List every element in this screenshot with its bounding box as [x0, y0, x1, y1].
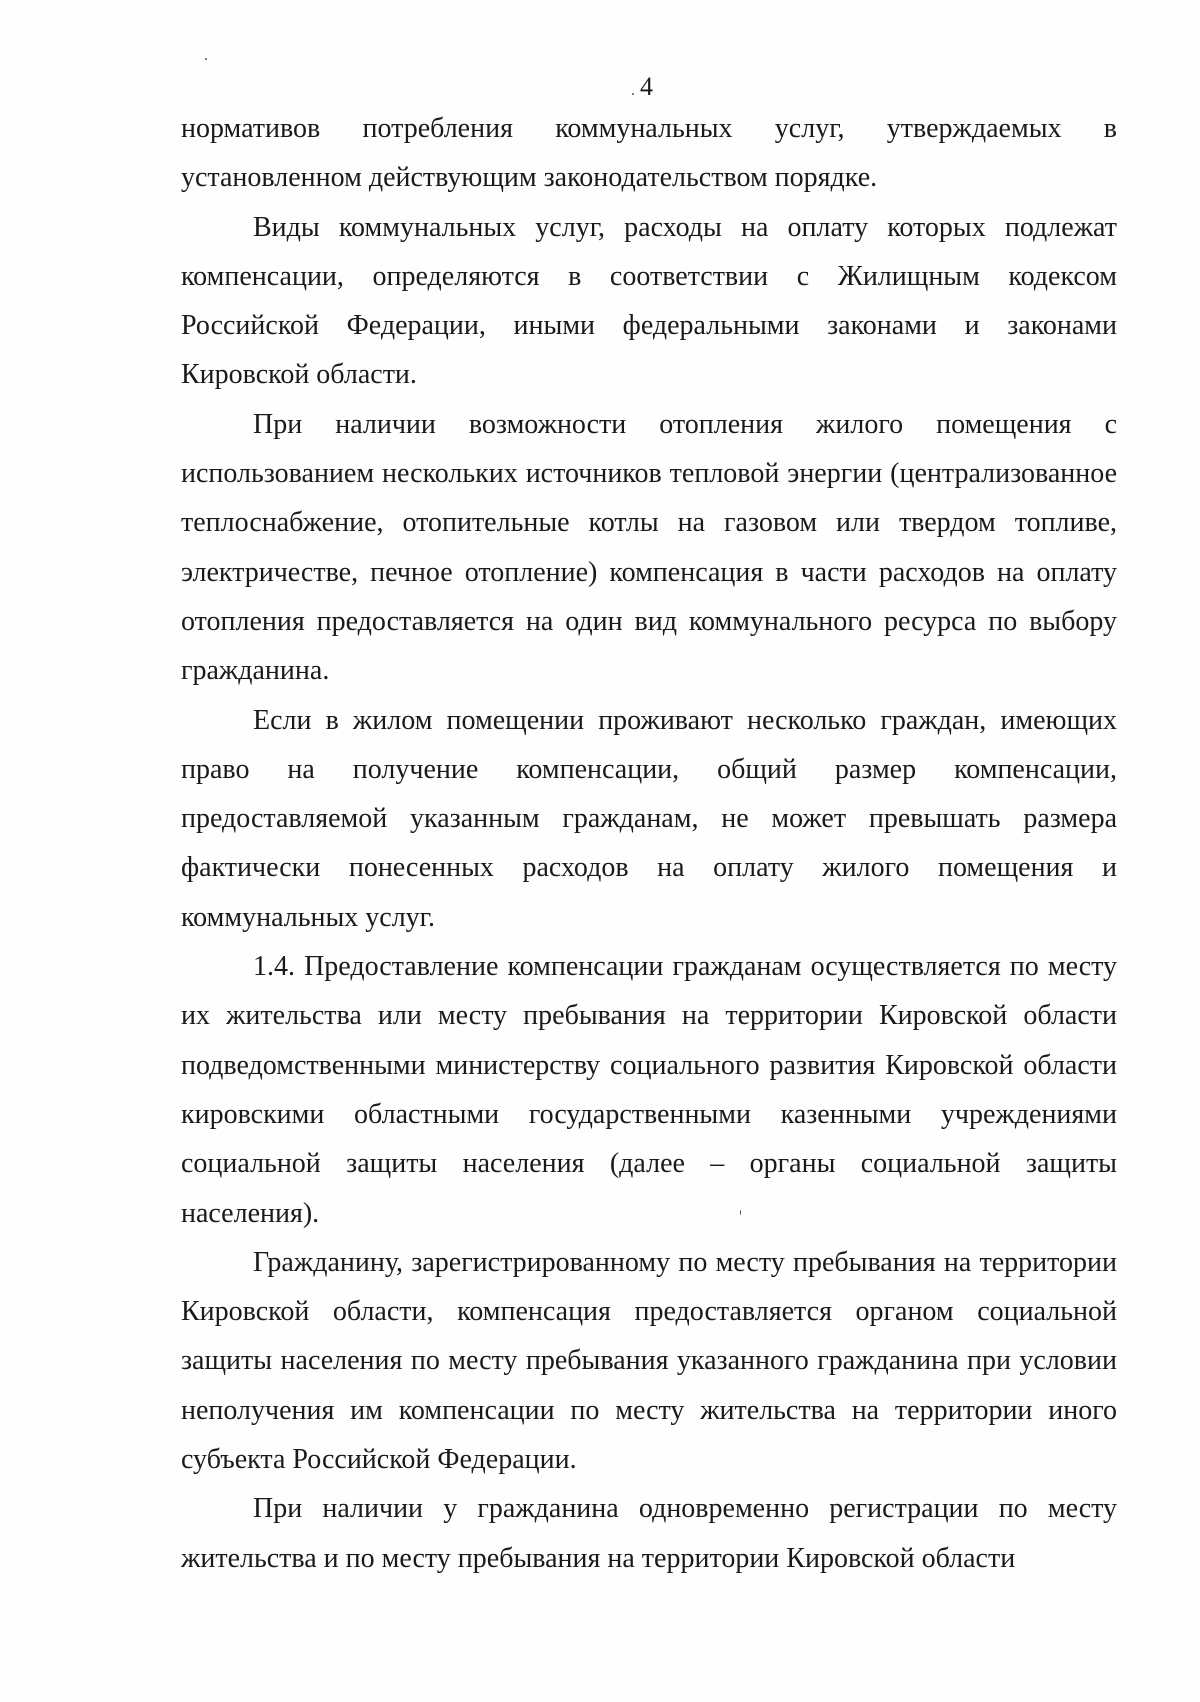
- paragraph-section-1-4: 1.4. Предоставление компенсации гражданам осуществляется по месту их жительства или месту пребывания на территории Кировской области подведомственными министерству социального развития Кировской области кировскими областными государственными казенными учреждениями социальной защиты населения (далее – органы социальной защиты населения).: [181, 951, 1117, 1229]
- document-body: [181, 104, 1117, 1583]
- scan-speck: [205, 58, 207, 60]
- scan-speck: [632, 93, 634, 95]
- paragraph-dual-registration: При наличии у гражданина одновременно регистрации по месту жительства и по месту пребывания на территории Кировской области: [181, 1493, 1117, 1574]
- paragraph-several-citizens: Если в жилом помещении проживают несколько граждан, имеющих право на получение компенсации, общий размер компенсации, предоставляемой указанным гражданам, не может превышать размера фактически понесенных расходов на оплату жилого помещения и коммунальных услуг.: [181, 704, 1117, 933]
- page-number: 4: [640, 72, 653, 101]
- paragraph-heating-sources: При наличии возможности отопления жилого помещения с использованием нескольких источников тепловой энергии (централизованное теплоснабжение, отопительные котлы на газовом или твердом топливе, электричестве, печное отопление) компенсация в части расходов на оплату отопления предоставляется на один вид коммунального ресурса по выбору гражданина.: [181, 408, 1117, 687]
- paragraph-utility-types: Виды коммунальных услуг, расходы на оплату которых подлежат компенсации, определяются в соответствии с Жилищным кодексом Российской Федерации, иными федеральными законами и законами Кировской области.: [181, 211, 1117, 391]
- scan-speck: [740, 1210, 741, 1215]
- paragraph-temporary-registration: Гражданину, зарегистрированному по месту пребывания на территории Кировской области, компенсация предоставляется органом социальной защиты населения по месту пребывания указанного гражданина при условии неполучения им компенсации по месту жительства на территории иного субъекта Российской Федерации.: [181, 1246, 1117, 1476]
- paragraph-continuation: нормативов потребления коммунальных услуг, утверждаемых в установленном действующим законодательством порядке.: [181, 113, 1117, 194]
